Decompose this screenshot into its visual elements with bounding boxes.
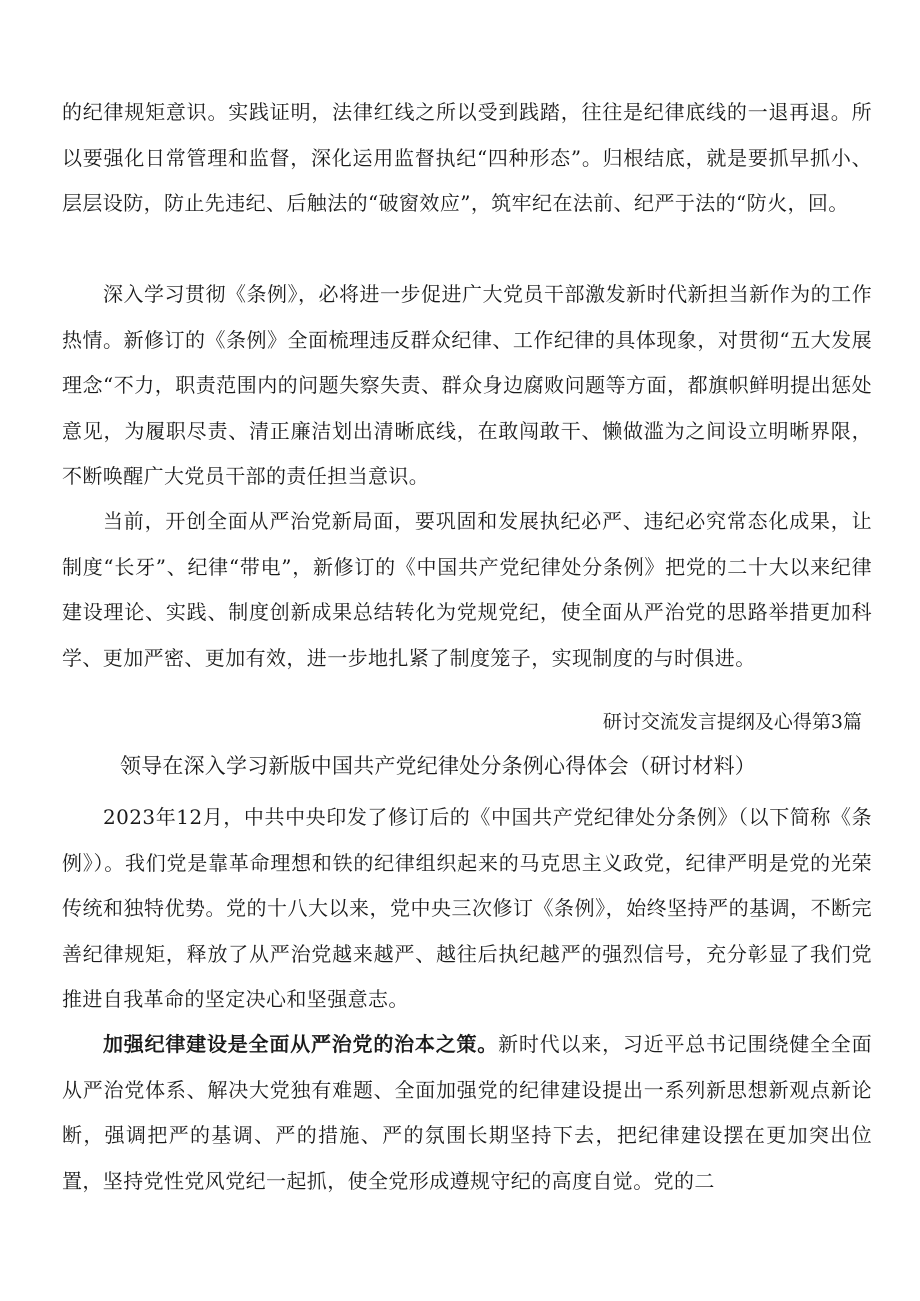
paragraph-body-text: 新时代以来，习近平总书记围绕健全全面从严治党体系、解决大党独有难题、全面加强党的纪律建设提出一系列新思想新观点新论断，强调把严的基调、严的措施、严的氛围长期坚持下去，把纪律建设摆在更加突出位置，坚持党性党风党纪一起抓，使全党形成遵规守纪的高度自觉。党的二: [62, 1032, 872, 1193]
section-note: 研讨交流发言提纲及心得第3篇: [602, 711, 862, 733]
paragraph-discipline-building: [62, 1022, 872, 1204]
article-heading: 领导在深入学习新版中国共产党纪律处分条例心得体会（研讨材料）: [120, 754, 756, 778]
paragraph-lead-sentence: 加强纪律建设是全面从严治党的治本之策。: [103, 1032, 499, 1056]
paragraph-discipline-awareness: 的纪律规矩意识。实践证明，法律红线之所以受到践踏，往往是纪律底线的一退再退。所以要强化日常管理和监督，深化运用监督执纪“四种形态”。归根结底，就是要抓早抓小、层层设防，防止先违纪、后触法的“破窗效应”，筑牢纪在法前、纪严于法的“防火，回。: [62, 100, 872, 215]
paragraph-study-regulations: 深入学习贯彻《条例》，必将进一步促进广大党员干部激发新时代新担当新作为的工作热情。新修订的《条例》全面梳理违反群众纪律、工作纪律的具体现象，对贯彻“五大发展理念“不力，职责范围内的问题失察失责、群众身边腐败问题等方面，都旗帜鲜明提出惩处意见，为履职尽责、清正廉洁划出清晰底线，在敢闯敢干、懒做滥为之间设立明晰界限，不断唤醒广大党员干部的责任担当意识。: [62, 282, 872, 488]
paragraph-strict-governance: 当前，开创全面从严治党新局面，要巩固和发展执纪必严、违纪必究常态化成果，让制度“长牙”、纪律“带电”，新修订的《中国共产党纪律处分条例》把党的二十大以来纪律建设理论、实践、制度创新成果总结转化为党规党纪，使全面从严治党的思路举措更加科学、更加严密、更加有效，进一步地扎紧了制度笼子，实现制度的与时俱进。: [62, 509, 872, 670]
paragraph-regulation-revision: 2023年12月，中共中央印发了修订后的《中国共产党纪律处分条例》（以下简称《条例》）。我们党是靠革命理想和铁的纪律组织起来的马克思主义政党，纪律严明是党的光荣传统和独特优势。党的十八大以来，党中央三次修订《条例》，始终坚持严的基调，不断完善纪律规矩，释放了从严治党越来越严、越往后执纪越严的强烈信号，充分彰显了我们党推进自我革命的坚定决心和坚强意志。: [62, 805, 872, 1011]
